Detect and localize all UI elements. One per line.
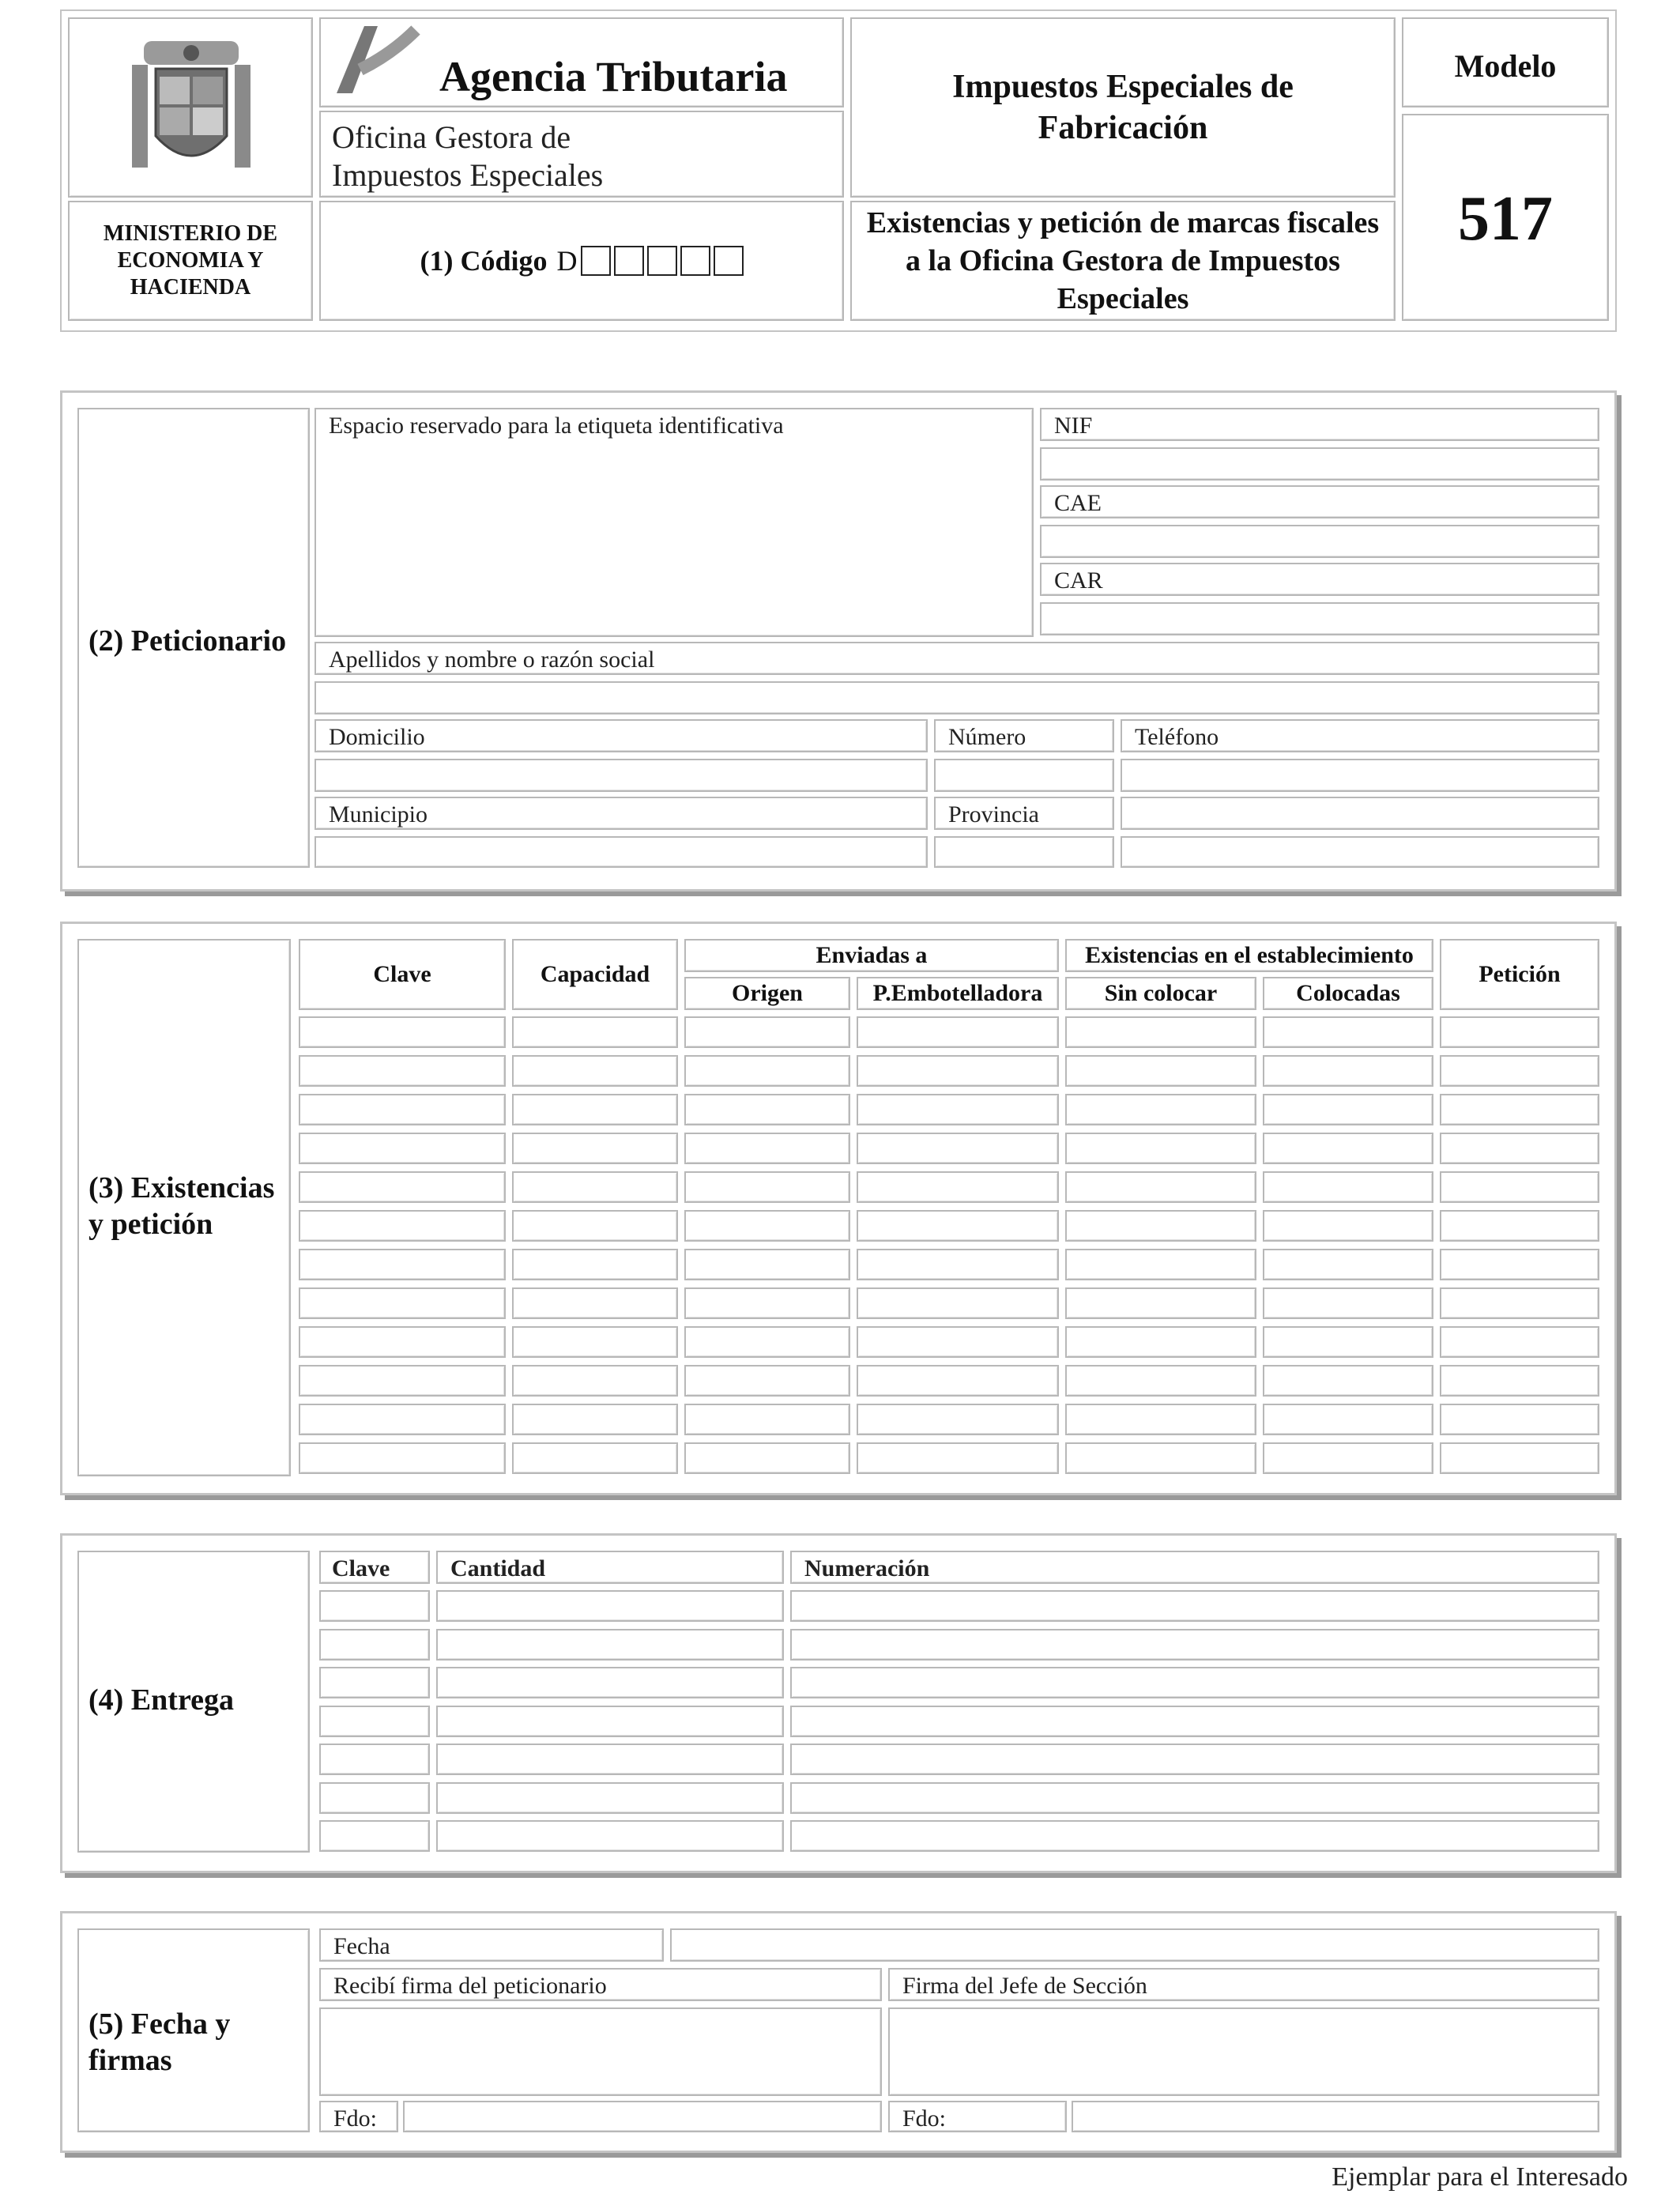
colocadas-cell[interactable] xyxy=(1263,1287,1433,1319)
peticion-cell[interactable] xyxy=(1440,1133,1599,1164)
fdo-label-1 xyxy=(319,2101,398,2132)
col-embotelladora-header xyxy=(857,977,1059,1010)
colocadas-cell[interactable] xyxy=(1263,1133,1433,1164)
capacidad-cell[interactable] xyxy=(512,1287,678,1319)
cae-label xyxy=(1040,485,1599,518)
car-label-text: CAR xyxy=(1054,567,1103,594)
domicilio-label xyxy=(315,719,928,752)
code-prefix: D xyxy=(556,245,578,277)
embotelladora-cell[interactable] xyxy=(857,1442,1059,1474)
capacidad-cell[interactable] xyxy=(512,1326,678,1358)
agency-name: Agencia Tributaria xyxy=(439,53,788,100)
fdo-label-2 xyxy=(888,2101,1067,2132)
sin-colocar-cell[interactable] xyxy=(1065,1171,1256,1203)
capacidad-cell[interactable] xyxy=(512,1133,678,1164)
code-digit-box[interactable] xyxy=(714,246,744,276)
sin-colocar-cell[interactable] xyxy=(1065,1094,1256,1125)
sin-colocar-cell[interactable] xyxy=(1065,1249,1256,1280)
telefono-field[interactable] xyxy=(1121,759,1599,792)
municipio-label-text: Municipio xyxy=(329,801,428,827)
peticion-cell[interactable] xyxy=(1440,1016,1599,1048)
modelo-number: 517 xyxy=(1458,184,1553,254)
embotelladora-cell[interactable] xyxy=(857,1055,1059,1087)
entrega-cantidad-cell[interactable] xyxy=(436,1820,784,1852)
office-name: Oficina Gestora de Impuestos Especiales xyxy=(332,119,604,193)
entrega-clave-cell[interactable] xyxy=(319,1820,430,1852)
capacidad-cell[interactable] xyxy=(512,1094,678,1125)
entrega-numeracion-cell[interactable] xyxy=(790,1744,1599,1775)
clave-cell[interactable] xyxy=(299,1287,506,1319)
colocadas-cell[interactable] xyxy=(1263,1055,1433,1087)
numero-label xyxy=(934,719,1114,752)
entrega-cantidad-cell[interactable] xyxy=(436,1629,784,1661)
existencias-title-cell xyxy=(77,939,291,1476)
col-clave-text: Clave xyxy=(373,961,431,987)
coat-of-arms-cell xyxy=(68,17,313,198)
code-digit-box[interactable] xyxy=(581,246,611,276)
sin-colocar-cell[interactable] xyxy=(1065,1442,1256,1474)
sin-colocar-cell[interactable] xyxy=(1065,1404,1256,1435)
clave-cell[interactable] xyxy=(299,1404,506,1435)
code-digit-box[interactable] xyxy=(680,246,710,276)
origen-cell[interactable] xyxy=(684,1404,850,1435)
office-cell xyxy=(319,111,844,198)
entrega-cantidad-cell[interactable] xyxy=(436,1667,784,1698)
col-origen-header xyxy=(684,977,850,1010)
tax-title-cell xyxy=(850,17,1396,198)
fecha-label-text: Fecha xyxy=(333,1933,390,1959)
embotelladora-cell[interactable] xyxy=(857,1016,1059,1048)
col-clave-header xyxy=(299,939,506,1010)
car-label xyxy=(1040,563,1599,596)
entrega-clave-text: Clave xyxy=(332,1555,390,1581)
name-label xyxy=(315,642,1599,675)
nif-label xyxy=(1040,408,1599,441)
entrega-numeracion-cell[interactable] xyxy=(790,1782,1599,1814)
entrega-cantidad-cell[interactable] xyxy=(436,1590,784,1622)
clave-cell[interactable] xyxy=(299,1365,506,1397)
entrega-clave-cell[interactable] xyxy=(319,1782,430,1814)
cae-field[interactable] xyxy=(1040,525,1599,558)
col-embotelladora-text: P.Embotelladora xyxy=(872,980,1043,1006)
telefono-label xyxy=(1121,719,1599,752)
entrega-numeracion-cell[interactable] xyxy=(790,1706,1599,1737)
entrega-numeracion-cell[interactable] xyxy=(790,1629,1599,1661)
clave-cell[interactable] xyxy=(299,1249,506,1280)
recibi-label xyxy=(319,1968,882,2001)
origen-cell[interactable] xyxy=(684,1326,850,1358)
sin-colocar-cell[interactable] xyxy=(1065,1326,1256,1358)
code-cell xyxy=(319,201,844,321)
sin-colocar-cell[interactable] xyxy=(1065,1016,1256,1048)
code-label: (1) Código xyxy=(420,245,548,277)
embotelladora-cell[interactable] xyxy=(857,1133,1059,1164)
capacidad-cell[interactable] xyxy=(512,1171,678,1203)
peticion-cell[interactable] xyxy=(1440,1404,1599,1435)
embotelladora-cell[interactable] xyxy=(857,1404,1059,1435)
name-label-text: Apellidos y nombre o razón social xyxy=(329,647,655,673)
clave-cell[interactable] xyxy=(299,1210,506,1242)
sin-colocar-cell[interactable] xyxy=(1065,1365,1256,1397)
entrega-clave-cell[interactable] xyxy=(319,1590,430,1622)
col-peticion-text: Petición xyxy=(1478,961,1561,987)
peticion-cell[interactable] xyxy=(1440,1326,1599,1358)
capacidad-cell[interactable] xyxy=(512,1365,678,1397)
entrega-clave-cell[interactable] xyxy=(319,1706,430,1737)
peticion-cell[interactable] xyxy=(1440,1287,1599,1319)
clave-cell[interactable] xyxy=(299,1326,506,1358)
entrega-cantidad-cell[interactable] xyxy=(436,1706,784,1737)
entrega-clave-header xyxy=(319,1551,430,1584)
capacidad-cell[interactable] xyxy=(512,1016,678,1048)
peticion-cell[interactable] xyxy=(1440,1094,1599,1125)
coat-of-arms-icon xyxy=(112,33,270,183)
entrega-clave-cell[interactable] xyxy=(319,1629,430,1661)
nif-field[interactable] xyxy=(1040,447,1599,481)
entrega-numeracion-cell[interactable] xyxy=(790,1820,1599,1852)
code-digit-box[interactable] xyxy=(614,246,644,276)
embotelladora-cell[interactable] xyxy=(857,1249,1059,1280)
group-existencias-text: Existencias en el establecimiento xyxy=(1085,942,1414,968)
group-enviadas-text: Enviadas a xyxy=(816,942,928,968)
origen-cell[interactable] xyxy=(684,1287,850,1319)
car-field[interactable] xyxy=(1040,602,1599,635)
origen-cell[interactable] xyxy=(684,1365,850,1397)
jefe-label-text: Firma del Jefe de Sección xyxy=(902,1973,1147,1999)
existencias-title: (3) Existencias y petición xyxy=(89,1171,275,1241)
col-origen-text: Origen xyxy=(732,980,803,1006)
col-colocadas-header xyxy=(1263,977,1433,1010)
origen-cell[interactable] xyxy=(684,1094,850,1125)
peticion-cell[interactable] xyxy=(1440,1055,1599,1087)
entrega-numeracion-text: Numeración xyxy=(804,1555,930,1581)
colocadas-cell[interactable] xyxy=(1263,1365,1433,1397)
colocadas-cell[interactable] xyxy=(1263,1249,1433,1280)
name-field[interactable] xyxy=(315,681,1599,714)
domicilio-field[interactable] xyxy=(315,759,928,792)
colocadas-cell[interactable] xyxy=(1263,1442,1433,1474)
entrega-title: (4) Entrega xyxy=(89,1683,234,1717)
peticion-cell[interactable] xyxy=(1440,1442,1599,1474)
origen-cell[interactable] xyxy=(684,1249,850,1280)
col-sin-colocar-text: Sin colocar xyxy=(1104,980,1218,1006)
domicilio-label-text: Domicilio xyxy=(329,724,425,750)
entrega-cantidad-text: Cantidad xyxy=(450,1555,546,1581)
nif-label-text: NIF xyxy=(1054,413,1093,439)
col-capacidad-header xyxy=(512,939,678,1010)
group-existencias-header xyxy=(1065,939,1433,972)
peticion-cell[interactable] xyxy=(1440,1365,1599,1397)
form-title: Existencias y petición de marcas fiscales a la Oficina Gestora de Impuestos Especiales xyxy=(866,206,1380,315)
entrega-clave-cell[interactable] xyxy=(319,1667,430,1698)
tax-title: Impuestos Especiales de Fabricación xyxy=(952,69,1294,146)
provincia-field[interactable] xyxy=(934,836,1114,868)
recibi-label-text: Recibí firma del peticionario xyxy=(333,1973,607,1999)
fecha-label xyxy=(319,1928,664,1962)
entrega-numeracion-cell[interactable] xyxy=(790,1667,1599,1698)
capacidad-cell[interactable] xyxy=(512,1249,678,1280)
colocadas-cell[interactable] xyxy=(1263,1171,1433,1203)
clave-cell[interactable] xyxy=(299,1133,506,1164)
ministry-cell xyxy=(68,201,313,321)
capacidad-cell[interactable] xyxy=(512,1404,678,1435)
municipio-label xyxy=(315,797,928,830)
embotelladora-cell[interactable] xyxy=(857,1326,1059,1358)
label-space-caption: Espacio reservado para la etiqueta identificativa xyxy=(329,413,784,439)
sin-colocar-cell[interactable] xyxy=(1065,1055,1256,1087)
col-peticion-header xyxy=(1440,939,1599,1010)
fdo-field-1[interactable] xyxy=(403,2101,882,2132)
col-capacidad-text: Capacidad xyxy=(540,961,650,987)
colocadas-cell[interactable] xyxy=(1263,1016,1433,1048)
clave-cell[interactable] xyxy=(299,1055,506,1087)
entrega-numeracion-header xyxy=(790,1551,1599,1584)
fdo-field-2[interactable] xyxy=(1072,2101,1599,2132)
peticionario-title: (2) Peticionario xyxy=(89,624,287,658)
embotelladora-cell[interactable] xyxy=(857,1210,1059,1242)
entrega-cantidad-cell[interactable] xyxy=(436,1782,784,1814)
origen-cell[interactable] xyxy=(684,1016,850,1048)
origen-cell[interactable] xyxy=(684,1055,850,1087)
fecha-field[interactable] xyxy=(670,1928,1599,1962)
fdo-label-2-text: Fdo: xyxy=(902,2105,947,2132)
embotelladora-cell[interactable] xyxy=(857,1094,1059,1125)
col-colocadas-text: Colocadas xyxy=(1296,980,1400,1006)
ministry-name: MINISTERIO DE ECONOMIA Y HACIENDA xyxy=(103,221,278,300)
extra-field[interactable] xyxy=(1121,836,1599,868)
form-title-cell xyxy=(850,201,1396,321)
telefono-label-text: Teléfono xyxy=(1135,724,1219,750)
capacidad-cell[interactable] xyxy=(512,1442,678,1474)
sin-colocar-cell[interactable] xyxy=(1065,1210,1256,1242)
origen-cell[interactable] xyxy=(684,1133,850,1164)
col-sin-colocar-header xyxy=(1065,977,1256,1010)
capacidad-cell[interactable] xyxy=(512,1210,678,1242)
entrega-numeracion-cell[interactable] xyxy=(790,1590,1599,1622)
jefe-label xyxy=(888,1968,1599,2001)
colocadas-cell[interactable] xyxy=(1263,1326,1433,1358)
embotelladora-cell[interactable] xyxy=(857,1365,1059,1397)
origen-cell[interactable] xyxy=(684,1171,850,1203)
numero-label-text: Número xyxy=(948,724,1026,750)
origen-cell[interactable] xyxy=(684,1442,850,1474)
cae-label-text: CAE xyxy=(1054,490,1102,516)
modelo-label: Modelo xyxy=(1454,48,1557,84)
clave-cell[interactable] xyxy=(299,1016,506,1048)
footer-note: Ejemplar para el Interesado xyxy=(1332,2162,1628,2192)
numero-field[interactable] xyxy=(934,759,1114,792)
embotelladora-cell[interactable] xyxy=(857,1287,1059,1319)
municipio-field[interactable] xyxy=(315,836,928,868)
modelo-label-cell xyxy=(1402,17,1609,107)
modelo-number-cell xyxy=(1402,114,1609,321)
embotelladora-cell[interactable] xyxy=(857,1171,1059,1203)
sin-colocar-cell[interactable] xyxy=(1065,1133,1256,1164)
entrega-cantidad-cell[interactable] xyxy=(436,1744,784,1775)
clave-cell[interactable] xyxy=(299,1442,506,1474)
colocadas-cell[interactable] xyxy=(1263,1210,1433,1242)
entrega-title-cell xyxy=(77,1551,310,1853)
sin-colocar-cell[interactable] xyxy=(1065,1287,1256,1319)
peticion-cell[interactable] xyxy=(1440,1249,1599,1280)
extra-label-cell xyxy=(1121,797,1599,830)
recibi-signature-box[interactable] xyxy=(319,2007,882,2096)
origen-cell[interactable] xyxy=(684,1210,850,1242)
peticion-cell[interactable] xyxy=(1440,1210,1599,1242)
entrega-cantidad-header xyxy=(436,1551,784,1584)
jefe-signature-box[interactable] xyxy=(888,2007,1599,2096)
agency-logo-icon xyxy=(329,22,424,101)
provincia-label xyxy=(934,797,1114,830)
clave-cell[interactable] xyxy=(299,1171,506,1203)
label-space-area[interactable] xyxy=(315,408,1034,637)
group-enviadas-header xyxy=(684,939,1059,972)
provincia-label-text: Provincia xyxy=(948,801,1039,827)
clave-cell[interactable] xyxy=(299,1094,506,1125)
entrega-clave-cell[interactable] xyxy=(319,1744,430,1775)
peticion-cell[interactable] xyxy=(1440,1171,1599,1203)
code-digit-box[interactable] xyxy=(647,246,677,276)
colocadas-cell[interactable] xyxy=(1263,1404,1433,1435)
colocadas-cell[interactable] xyxy=(1263,1094,1433,1125)
firmas-title: (5) Fecha y firmas xyxy=(89,2007,231,2077)
peticionario-title-cell xyxy=(77,408,310,868)
capacidad-cell[interactable] xyxy=(512,1055,678,1087)
fdo-label-1-text: Fdo: xyxy=(333,2105,378,2132)
firmas-title-cell xyxy=(77,1928,310,2132)
agency-cell xyxy=(319,17,844,107)
